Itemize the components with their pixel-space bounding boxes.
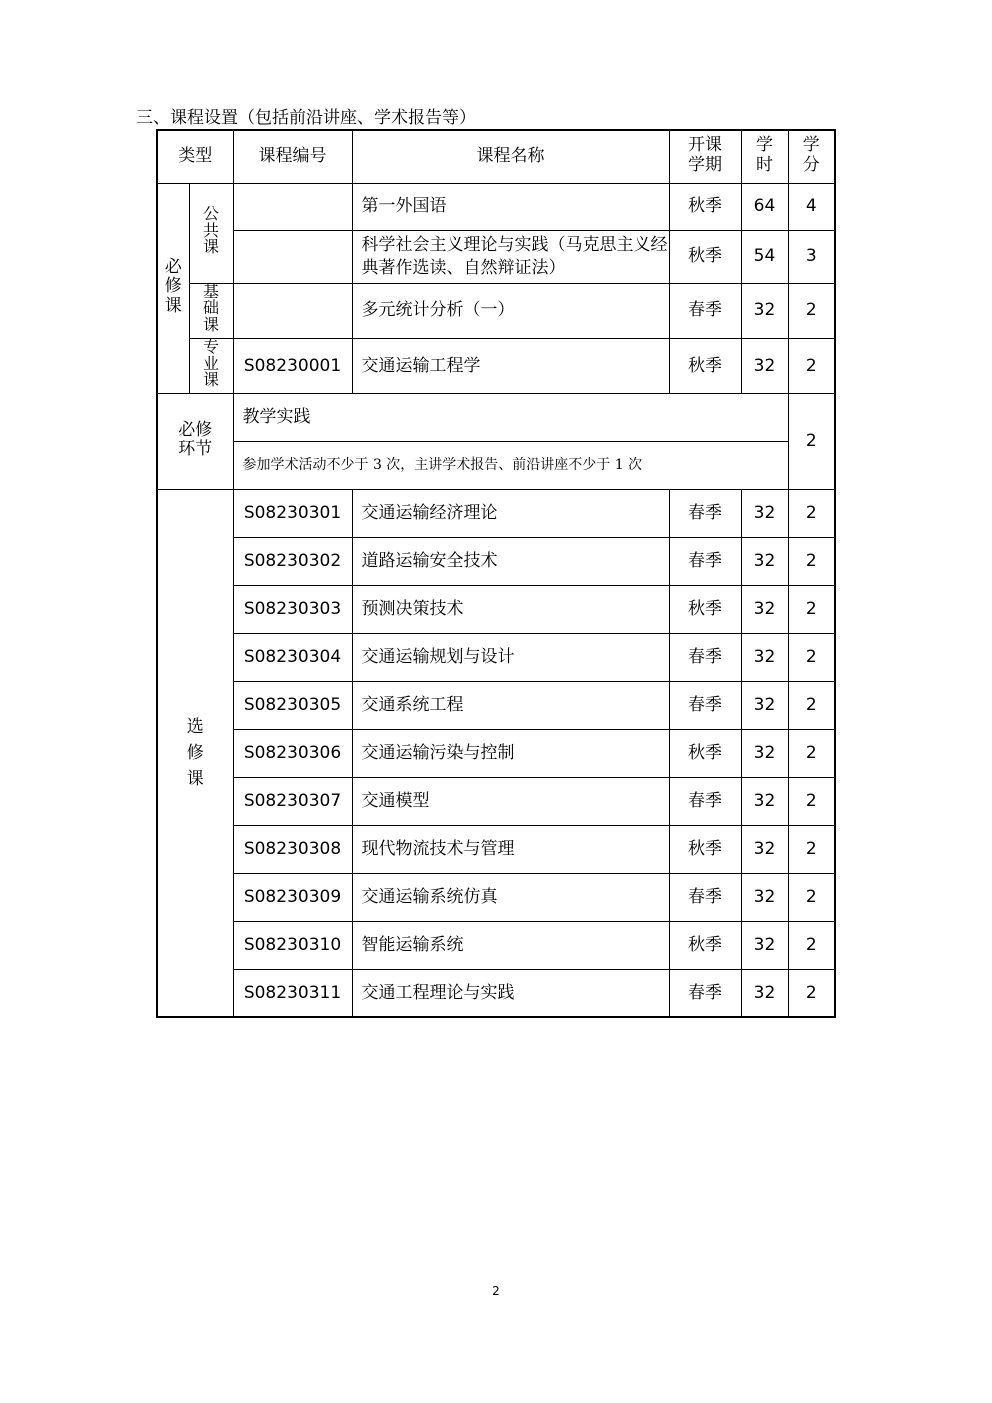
table-row (157, 537, 835, 585)
course-hours: 32 (741, 338, 788, 393)
course-credits: 4 (788, 183, 835, 230)
table-row (157, 338, 835, 393)
course-code: S08230311 (233, 969, 352, 1017)
page-number: 2 (492, 1284, 500, 1298)
course-hours: 32 (741, 585, 788, 633)
table-row (157, 230, 835, 283)
course-credits: 2 (788, 921, 835, 969)
compulsory-link-note-row (157, 441, 835, 489)
course-term: 秋季 (669, 921, 741, 969)
compulsory-link-credits: 2 (788, 393, 835, 489)
course-term: 春季 (669, 969, 741, 1017)
course-hours: 32 (741, 825, 788, 873)
course-term: 春季 (669, 537, 741, 585)
section-title: 三、课程设置（包括前沿讲座、学术报告等） (136, 108, 476, 128)
course-code: S08230305 (233, 681, 352, 729)
course-hours: 32 (741, 633, 788, 681)
course-hours: 32 (741, 969, 788, 1017)
course-credits: 2 (788, 969, 835, 1017)
header-hours: 学时 (741, 130, 788, 183)
elective-label: 选修课 (157, 489, 233, 1017)
header-credits: 学分 (788, 130, 835, 183)
compulsory-link-item: 教学实践 (233, 393, 788, 441)
course-credits: 2 (788, 633, 835, 681)
course-name: 交通系统工程 (352, 681, 669, 729)
table-row (157, 729, 835, 777)
course-credits: 2 (788, 681, 835, 729)
course-table (156, 129, 836, 1018)
course-term: 春季 (669, 777, 741, 825)
course-credits: 2 (788, 729, 835, 777)
course-code: S08230301 (233, 489, 352, 537)
course-name: 交通运输工程学 (352, 338, 669, 393)
header-term: 开课学期 (669, 130, 741, 183)
course-code: S08230308 (233, 825, 352, 873)
compulsory-link-label: 必修环节 (157, 393, 233, 489)
table-row (157, 283, 835, 338)
course-hours: 32 (741, 283, 788, 338)
course-code (233, 283, 352, 338)
course-credits: 2 (788, 489, 835, 537)
course-credits: 2 (788, 585, 835, 633)
course-code: S08230302 (233, 537, 352, 585)
table-row (157, 777, 835, 825)
header-type: 类型 (157, 130, 233, 183)
course-term: 春季 (669, 681, 741, 729)
course-term: 春季 (669, 633, 741, 681)
course-code: S08230306 (233, 729, 352, 777)
course-name: 交通模型 (352, 777, 669, 825)
course-code (233, 183, 352, 230)
course-name: 交通运输污染与控制 (352, 729, 669, 777)
course-name: 科学社会主义理论与实践（马克思主义经典著作选读、自然辩证法） (352, 230, 669, 283)
table-row (157, 969, 835, 1017)
course-credits: 2 (788, 825, 835, 873)
course-hours: 32 (741, 729, 788, 777)
course-hours: 32 (741, 777, 788, 825)
course-credits: 2 (788, 537, 835, 585)
group-major: 专业课 (189, 338, 233, 393)
course-hours: 32 (741, 681, 788, 729)
course-term: 秋季 (669, 825, 741, 873)
course-credits: 2 (788, 283, 835, 338)
course-hours: 32 (741, 873, 788, 921)
table-row (157, 489, 835, 537)
table-row (157, 825, 835, 873)
required-label: 必修课 (157, 183, 189, 393)
course-code: S08230309 (233, 873, 352, 921)
course-code: S08230001 (233, 338, 352, 393)
header-row (157, 130, 835, 183)
course-term: 秋季 (669, 585, 741, 633)
course-name: 智能运输系统 (352, 921, 669, 969)
course-name: 第一外国语 (352, 183, 669, 230)
course-hours: 64 (741, 183, 788, 230)
course-term: 秋季 (669, 338, 741, 393)
course-code (233, 230, 352, 283)
course-credits: 2 (788, 873, 835, 921)
course-term: 秋季 (669, 729, 741, 777)
course-name: 多元统计分析（一） (352, 283, 669, 338)
course-credits: 2 (788, 338, 835, 393)
group-public: 公共课 (189, 183, 233, 283)
course-name: 交通工程理论与实践 (352, 969, 669, 1017)
course-code: S08230310 (233, 921, 352, 969)
header-code: 课程编号 (233, 130, 352, 183)
course-term: 秋季 (669, 183, 741, 230)
table-row (157, 633, 835, 681)
course-hours: 54 (741, 230, 788, 283)
header-name: 课程名称 (352, 130, 669, 183)
course-hours: 32 (741, 537, 788, 585)
compulsory-link-note: 参加学术活动不少于 3 次，主讲学术报告、前沿讲座不少于 1 次 (233, 441, 788, 489)
course-name: 交通运输经济理论 (352, 489, 669, 537)
course-name: 交通运输规划与设计 (352, 633, 669, 681)
table-row (157, 585, 835, 633)
course-code: S08230304 (233, 633, 352, 681)
group-basic: 基础课 (189, 283, 233, 338)
course-hours: 32 (741, 921, 788, 969)
table-row (157, 873, 835, 921)
course-name: 交通运输系统仿真 (352, 873, 669, 921)
course-name: 预测决策技术 (352, 585, 669, 633)
course-credits: 3 (788, 230, 835, 283)
course-term: 春季 (669, 873, 741, 921)
course-name: 现代物流技术与管理 (352, 825, 669, 873)
compulsory-link-row (157, 393, 835, 441)
course-term: 春季 (669, 283, 741, 338)
course-code: S08230307 (233, 777, 352, 825)
course-term: 秋季 (669, 230, 741, 283)
table-row (157, 183, 835, 230)
course-name: 道路运输安全技术 (352, 537, 669, 585)
table-row (157, 921, 835, 969)
table-row (157, 681, 835, 729)
course-hours: 32 (741, 489, 788, 537)
course-term: 春季 (669, 489, 741, 537)
course-code: S08230303 (233, 585, 352, 633)
course-credits: 2 (788, 777, 835, 825)
